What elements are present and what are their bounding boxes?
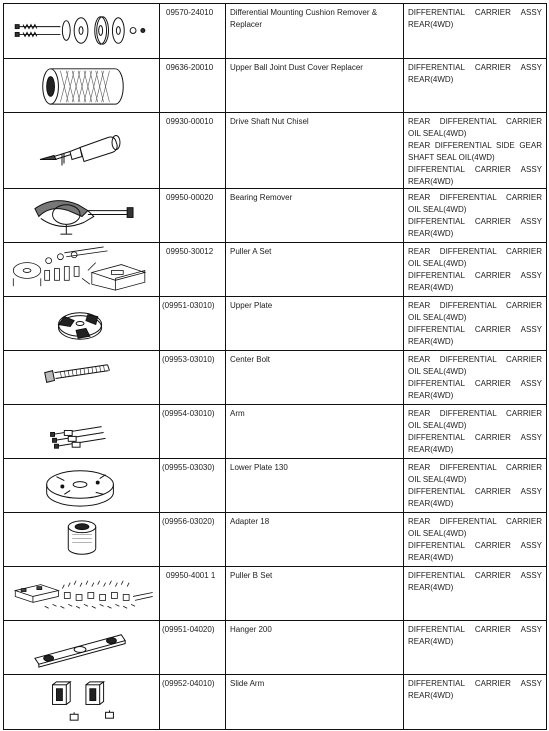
- part-number: 09950-00020: [160, 189, 226, 243]
- applications: [404, 4, 547, 59]
- tool-illustration-cell: [4, 621, 160, 675]
- application-item: DIFFERENTIAL CARRIER ASSY REAR(4WD): [408, 541, 542, 562]
- application-item: REAR DIFFERENTIAL CARRIER OIL SEAL(4WD): [408, 301, 542, 322]
- part-number: (09954-03010): [160, 405, 226, 459]
- tool-illustration-cell: [4, 243, 160, 297]
- application-item: DIFFERENTIAL CARRIER ASSY REAR(4WD): [408, 325, 542, 346]
- tool-name: Hanger 200: [226, 621, 404, 675]
- application-item: REAR DIFFERENTIAL CARRIER OIL SEAL(4WD): [408, 517, 542, 538]
- tool-name: Drive Shaft Nut Chisel: [226, 113, 404, 189]
- part-number: (09953-03010): [160, 351, 226, 405]
- tool-row: [4, 351, 547, 405]
- special-tools-table: [3, 3, 547, 730]
- applications: [404, 513, 547, 567]
- applications: [404, 621, 547, 675]
- tool-illustration-cell: [4, 405, 160, 459]
- puller-b-set-icon: [4, 567, 160, 620]
- application-item: DIFFERENTIAL CARRIER ASSY REAR(4WD): [408, 433, 542, 454]
- tool-name: Upper Plate: [226, 297, 404, 351]
- application-item: REAR DIFFERENTIAL CARRIER OIL SEAL(4WD): [408, 463, 542, 484]
- hanger-icon: [4, 621, 160, 674]
- tool-row: [4, 59, 547, 113]
- applications: [404, 675, 547, 730]
- tool-name: Differential Mounting Cushion Remover & Replacer: [226, 4, 404, 59]
- application-item: DIFFERENTIAL CARRIER ASSY REAR(4WD): [408, 625, 542, 646]
- applications: [404, 189, 547, 243]
- part-number: 09636-20010: [160, 59, 226, 113]
- applications: [404, 59, 547, 113]
- tool-illustration-cell: [4, 351, 160, 405]
- bearing-remover-icon: [4, 189, 160, 242]
- tool-row: [4, 513, 547, 567]
- application-item: DIFFERENTIAL CARRIER ASSY REAR(4WD): [408, 165, 542, 186]
- tool-illustration-cell: [4, 59, 160, 113]
- application-item: REAR DIFFERENTIAL CARRIER OIL SEAL(4WD): [408, 193, 542, 214]
- part-number: (09952-04010): [160, 675, 226, 730]
- applications: [404, 113, 547, 189]
- application-item: REAR DIFFERENTIAL CARRIER OIL SEAL(4WD): [408, 247, 542, 268]
- application-item: DIFFERENTIAL CARRIER ASSY REAR(4WD): [408, 571, 542, 592]
- application-item: DIFFERENTIAL CARRIER ASSY REAR(4WD): [408, 271, 542, 292]
- applications: [404, 567, 547, 621]
- tool-name: Center Bolt: [226, 351, 404, 405]
- arms-icon: [4, 405, 160, 458]
- tool-illustration-cell: [4, 113, 160, 189]
- tool-name: Bearing Remover: [226, 189, 404, 243]
- tool-name: Adapter 18: [226, 513, 404, 567]
- application-item: REAR DIFFERENTIAL CARRIER OIL SEAL(4WD): [408, 117, 542, 138]
- application-item: REAR DIFFERENTIAL CARRIER OIL SEAL(4WD): [408, 355, 542, 376]
- application-item: DIFFERENTIAL CARRIER ASSY REAR(4WD): [408, 217, 542, 238]
- tool-illustration-cell: [4, 675, 160, 730]
- lower-plate-icon: [4, 459, 160, 512]
- tool-row: [4, 567, 547, 621]
- part-number: (09951-03010): [160, 297, 226, 351]
- applications: [404, 459, 547, 513]
- tool-name: Arm: [226, 405, 404, 459]
- part-number: (09956-03020): [160, 513, 226, 567]
- tool-illustration-cell: [4, 513, 160, 567]
- applications: [404, 405, 547, 459]
- tool-illustration-cell: [4, 567, 160, 621]
- application-item: REAR DIFFERENTIAL CARRIER OIL SEAL(4WD): [408, 409, 542, 430]
- applications: [404, 297, 547, 351]
- application-item: REAR DIFFERENTIAL SIDE GEAR SHAFT SEAL OIL(4WD): [408, 141, 542, 162]
- part-number: 09950-30012: [160, 243, 226, 297]
- part-number: 09570-24010: [160, 4, 226, 59]
- tool-name: Upper Ball Joint Dust Cover Replacer: [226, 59, 404, 113]
- applications: [404, 351, 547, 405]
- knurled-cylinder-icon: [4, 59, 160, 112]
- slide-arm-icon: [4, 675, 160, 729]
- tool-name: Puller A Set: [226, 243, 404, 297]
- tool-row: [4, 297, 547, 351]
- part-number: (09951-04020): [160, 621, 226, 675]
- application-item: DIFFERENTIAL CARRIER ASSY REAR(4WD): [408, 8, 542, 29]
- tool-row: [4, 675, 547, 730]
- cushion-remover-set-icon: [4, 4, 160, 58]
- chisel-icon: [4, 113, 160, 188]
- application-item: DIFFERENTIAL CARRIER ASSY REAR(4WD): [408, 63, 542, 84]
- tool-row: [4, 4, 547, 59]
- part-number: 09930-00010: [160, 113, 226, 189]
- application-item: DIFFERENTIAL CARRIER ASSY REAR(4WD): [408, 379, 542, 400]
- application-item: DIFFERENTIAL CARRIER ASSY REAR(4WD): [408, 679, 542, 700]
- tool-row: [4, 113, 547, 189]
- tool-row: [4, 459, 547, 513]
- upper-plate-icon: [4, 297, 160, 350]
- tool-row: [4, 243, 547, 297]
- part-number: (09955-03030): [160, 459, 226, 513]
- tool-row: [4, 189, 547, 243]
- application-item: DIFFERENTIAL CARRIER ASSY REAR(4WD): [408, 487, 542, 508]
- tool-illustration-cell: [4, 297, 160, 351]
- tool-name: Lower Plate 130: [226, 459, 404, 513]
- part-number: 09950-4001 1: [160, 567, 226, 621]
- tool-name: Slide Arm: [226, 675, 404, 730]
- applications: [404, 243, 547, 297]
- tool-illustration-cell: [4, 459, 160, 513]
- adapter-icon: [4, 513, 160, 566]
- tool-illustration-cell: [4, 189, 160, 243]
- puller-set-icon: [4, 243, 160, 296]
- tool-row: [4, 405, 547, 459]
- tool-illustration-cell: [4, 4, 160, 59]
- center-bolt-icon: [4, 351, 160, 404]
- tool-name: Puller B Set: [226, 567, 404, 621]
- tool-row: [4, 621, 547, 675]
